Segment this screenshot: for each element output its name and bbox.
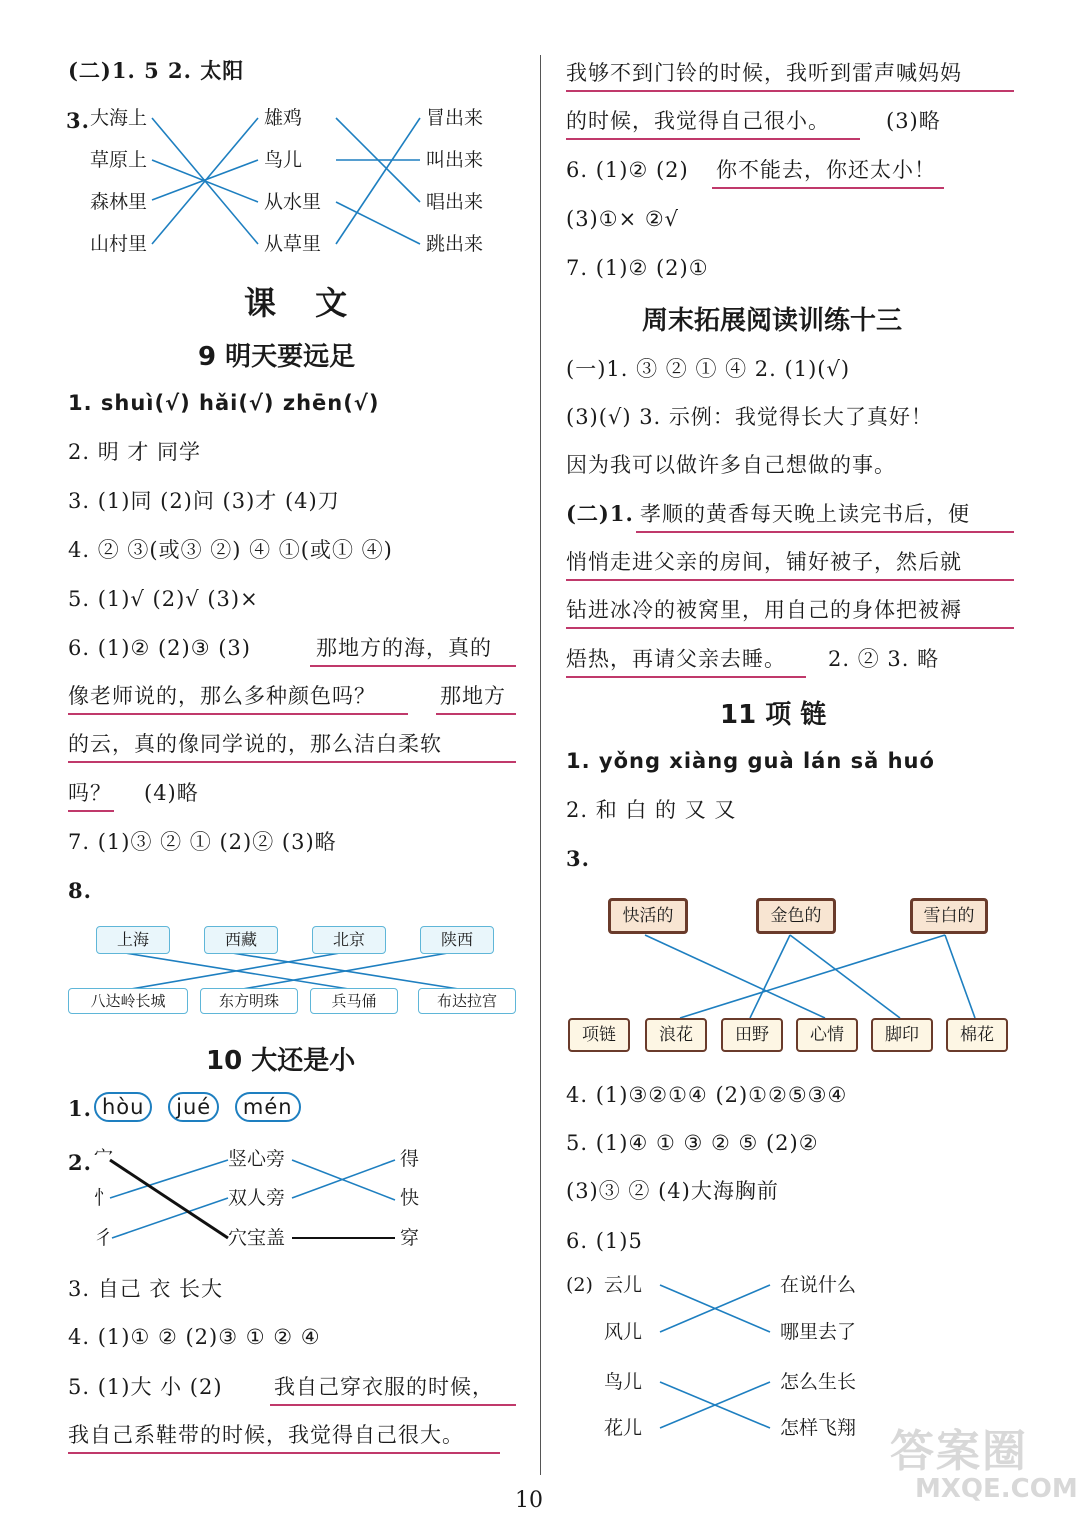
q3-mid-1: 雄鸡	[264, 107, 303, 129]
underline	[566, 579, 1014, 581]
noun-frame-3	[721, 1018, 783, 1052]
radical-char-3: 穿	[400, 1227, 420, 1249]
underline	[68, 1452, 500, 1454]
page-number: 10	[515, 1488, 543, 1513]
l9-q6-text-5: 吗？	[68, 781, 112, 805]
l10-q5-prefix: 5. (1)大 小 (2)	[68, 1375, 223, 1399]
noun-frame-2	[645, 1018, 707, 1052]
city-card-4	[420, 926, 494, 954]
l9-q6-text-3: 那地方	[440, 684, 506, 708]
l9-q6-text-2: 像老师说的，那么多种颜色吗？	[68, 684, 376, 708]
radical-name-3: 穴宝盖	[228, 1227, 286, 1249]
q3-number: 3.	[66, 108, 90, 133]
site-card-4	[418, 988, 516, 1014]
q3-mid-3: 从水里	[264, 191, 322, 213]
w-line-7: 焐热，再请父亲去睡。	[566, 647, 786, 671]
noun-label: 心情	[810, 1025, 844, 1045]
q3-mid-4: 从草里	[264, 233, 322, 255]
l9-q5: 5. (1)√ (2)√ (3)×	[68, 587, 259, 611]
w-line-7-tail: 2. ② 3. 略	[828, 647, 940, 671]
l9-q3: 3. (1)同 (2)问 (3)才 (4)刀	[68, 489, 340, 513]
underline	[68, 713, 408, 715]
radical-3: 彳	[94, 1227, 114, 1249]
l11-q4: 4. (1)③②①④ (2)①②⑤③④	[566, 1083, 848, 1107]
site-label: 东方明珠	[218, 992, 279, 1010]
underline	[68, 810, 114, 812]
radical-char-2: 快	[400, 1187, 420, 1209]
r-q6-prefix: 6. (1)② (2)	[566, 158, 689, 182]
w-line-4: 孝顺的黄香每天晚上读完书后，便	[640, 502, 970, 526]
noun-label: 棉花	[960, 1025, 994, 1045]
l9-q4: 4. ② ③(或③ ②) ④ ①(或① ④)	[68, 538, 393, 562]
r-q7: 7. (1)② (2)①	[566, 256, 709, 280]
l9-q6-text-1: 那地方的海，真的	[316, 636, 492, 660]
l11-line-1	[645, 935, 825, 1018]
noun-frame-5	[871, 1018, 933, 1052]
l11-line-5	[945, 935, 975, 1018]
underline	[566, 627, 1014, 629]
pinyin-circle: hòu	[94, 1092, 152, 1122]
l11-line-2	[750, 935, 790, 1018]
l10-line-5	[110, 1160, 228, 1238]
l9-q1: 1. shuì(√) hǎi(√) zhēn(√)	[68, 391, 380, 415]
noun-frame-6	[946, 1018, 1008, 1052]
w-line-2: (3)(√) 3. 示例：我觉得长大了真好！	[566, 405, 933, 429]
radical-2: 忄	[94, 1187, 114, 1209]
lesson-11-title: 11 项 链	[720, 700, 827, 730]
l9-q8: 8.	[68, 878, 92, 903]
radical-1: 宀	[94, 1146, 114, 1168]
site-card-1	[68, 988, 188, 1014]
noun-frame-1	[568, 1018, 630, 1052]
l11-line-3	[790, 935, 900, 1018]
site-card-3	[310, 988, 398, 1014]
q3-right-1: 冒出来	[426, 107, 484, 129]
city-card-1	[96, 926, 170, 954]
site-label: 兵马俑	[331, 992, 377, 1010]
l9-q6-tail: (4)略	[144, 781, 199, 805]
adj-label: 雪白的	[923, 906, 975, 926]
pinyin-circle: mén	[235, 1092, 301, 1122]
l10-q5-text-1: 我自己穿衣服的时候，	[274, 1375, 494, 1399]
radical-name-1: 竖心旁	[228, 1148, 286, 1170]
r-line-2-tail: (3)略	[886, 109, 941, 133]
w-line-4-prefix: (二)1.	[566, 501, 634, 526]
q3-right-3: 唱出来	[426, 191, 484, 213]
q6-left-4: 花儿	[604, 1417, 643, 1439]
city-card-2	[204, 926, 278, 954]
l11-q2: 2. 和 白 的 又 又	[566, 798, 737, 822]
l11-line-4	[680, 935, 945, 1018]
l11-q1: 1. yǒng xiàng guà lán sǎ huó	[566, 749, 935, 773]
l10-q5-text-2: 我自己系鞋带的时候，我觉得自己很大。	[68, 1423, 464, 1447]
adj-label: 快活的	[622, 906, 674, 926]
weekend-title: 周末拓展阅读训练十三	[642, 306, 903, 336]
w-line-6: 钻进冰冷的被窝里，用自己的身体把被褥	[566, 598, 962, 622]
city-label: 西藏	[224, 930, 257, 949]
underline	[68, 761, 516, 763]
underline	[566, 138, 860, 140]
radical-char-1: 得	[400, 1148, 420, 1170]
q6-left-3: 鸟儿	[604, 1371, 643, 1393]
lesson-10-title: 10 大还是小	[206, 1046, 356, 1076]
l10-line-2	[112, 1198, 228, 1238]
q6-right-4: 怎样飞翔	[780, 1417, 857, 1439]
lesson-9-title: 9 明天要远足	[198, 342, 356, 372]
q3-left-2: 草原上	[90, 149, 148, 171]
l10-q1-number: 1.	[68, 1096, 92, 1121]
w-line-5: 悄悄走进父亲的房间，铺好被子，然后就	[566, 550, 962, 574]
site-label: 八达岭长城	[90, 992, 166, 1010]
q2-answer-line: (二)1. 5 2. 太阳	[68, 58, 245, 83]
l9-q6-prefix: 6. (1)② (2)③ (3)	[68, 636, 251, 660]
city-label: 陕西	[440, 930, 473, 949]
q6-right-2: 哪里去了	[780, 1321, 857, 1343]
r-line-1: 我够不到门铃的时候，我听到雷声喊妈妈	[566, 61, 962, 85]
section-title: 课 文	[244, 284, 362, 322]
adj-frame-1	[608, 898, 688, 934]
q6-left-1: 云儿	[604, 1274, 643, 1296]
l10-q1-pinyin	[94, 1092, 301, 1122]
noun-label: 项链	[582, 1025, 616, 1045]
q3-right-4: 跳出来	[426, 233, 484, 255]
q6-left-2: 风儿	[604, 1321, 643, 1343]
q6-right-1: 在说什么	[780, 1274, 857, 1296]
watermark-logo: 答案圈	[890, 1426, 1028, 1477]
q3-left-1: 大海上	[90, 107, 148, 129]
noun-label: 浪花	[659, 1025, 693, 1045]
city-label: 上海	[116, 930, 149, 949]
l10-line-1	[110, 1160, 228, 1198]
r-q6-3: (3)①× ②√	[566, 207, 680, 231]
r-line-2: 的时候，我觉得自己很小。	[566, 109, 830, 133]
q3-mid-2: 鸟儿	[264, 149, 303, 171]
q3-left-4: 山村里	[90, 233, 148, 255]
q6-right-3: 怎么生长	[780, 1371, 857, 1393]
l10-q4: 4. (1)① ② (2)③ ① ② ④	[68, 1325, 321, 1349]
underline	[310, 665, 516, 667]
underline	[566, 676, 806, 678]
site-card-2	[200, 988, 298, 1014]
r-q6-text: 你不能去，你还太小！	[716, 158, 936, 182]
l11-q6: 6. (1)5	[566, 1229, 643, 1253]
q3-right-2: 叫出来	[426, 149, 484, 171]
pinyin-circle: jué	[168, 1092, 219, 1122]
l10-q3: 3. 自己 衣 长大	[68, 1277, 224, 1301]
w-line-1: (一)1. ③ ② ① ④ 2. (1)(√)	[566, 357, 851, 381]
underline	[436, 713, 516, 715]
underline	[566, 90, 1014, 92]
noun-label: 田野	[735, 1025, 769, 1045]
underline	[270, 1404, 516, 1406]
noun-frame-4	[796, 1018, 858, 1052]
q3-line-5	[336, 118, 420, 244]
adj-label: 金色的	[770, 906, 822, 926]
underline	[636, 531, 1014, 533]
watermark-url: MXQE.COM	[915, 1474, 1078, 1504]
w-line-3: 因为我可以做许多自己想做的事。	[566, 453, 896, 477]
site-label: 布达拉宫	[436, 992, 497, 1010]
q3-left-3: 森林里	[90, 191, 148, 213]
adj-frame-2	[756, 898, 836, 934]
q6-prefix: (2)	[566, 1274, 593, 1296]
city-card-3	[312, 926, 386, 954]
l11-q5-b: (3)③ ② (4)大海胸前	[566, 1179, 779, 1203]
l9-q2: 2. 明 才 同学	[68, 440, 202, 464]
l9-q7: 7. (1)③ ② ① (2)② (3)略	[68, 830, 337, 854]
q3-line-6	[336, 202, 420, 244]
radical-name-2: 双人旁	[228, 1187, 286, 1209]
l9-q6-text-4: 的云，真的像同学说的，那么洁白柔软	[68, 732, 442, 756]
city-label: 北京	[332, 930, 365, 949]
l11-q5: 5. (1)④ ① ③ ② ⑤ (2)②	[566, 1131, 819, 1155]
noun-label: 脚印	[885, 1025, 919, 1045]
l10-q2-number: 2.	[68, 1150, 92, 1175]
underline	[712, 187, 944, 189]
l11-q3: 3.	[566, 846, 590, 871]
adj-frame-3	[910, 898, 988, 934]
